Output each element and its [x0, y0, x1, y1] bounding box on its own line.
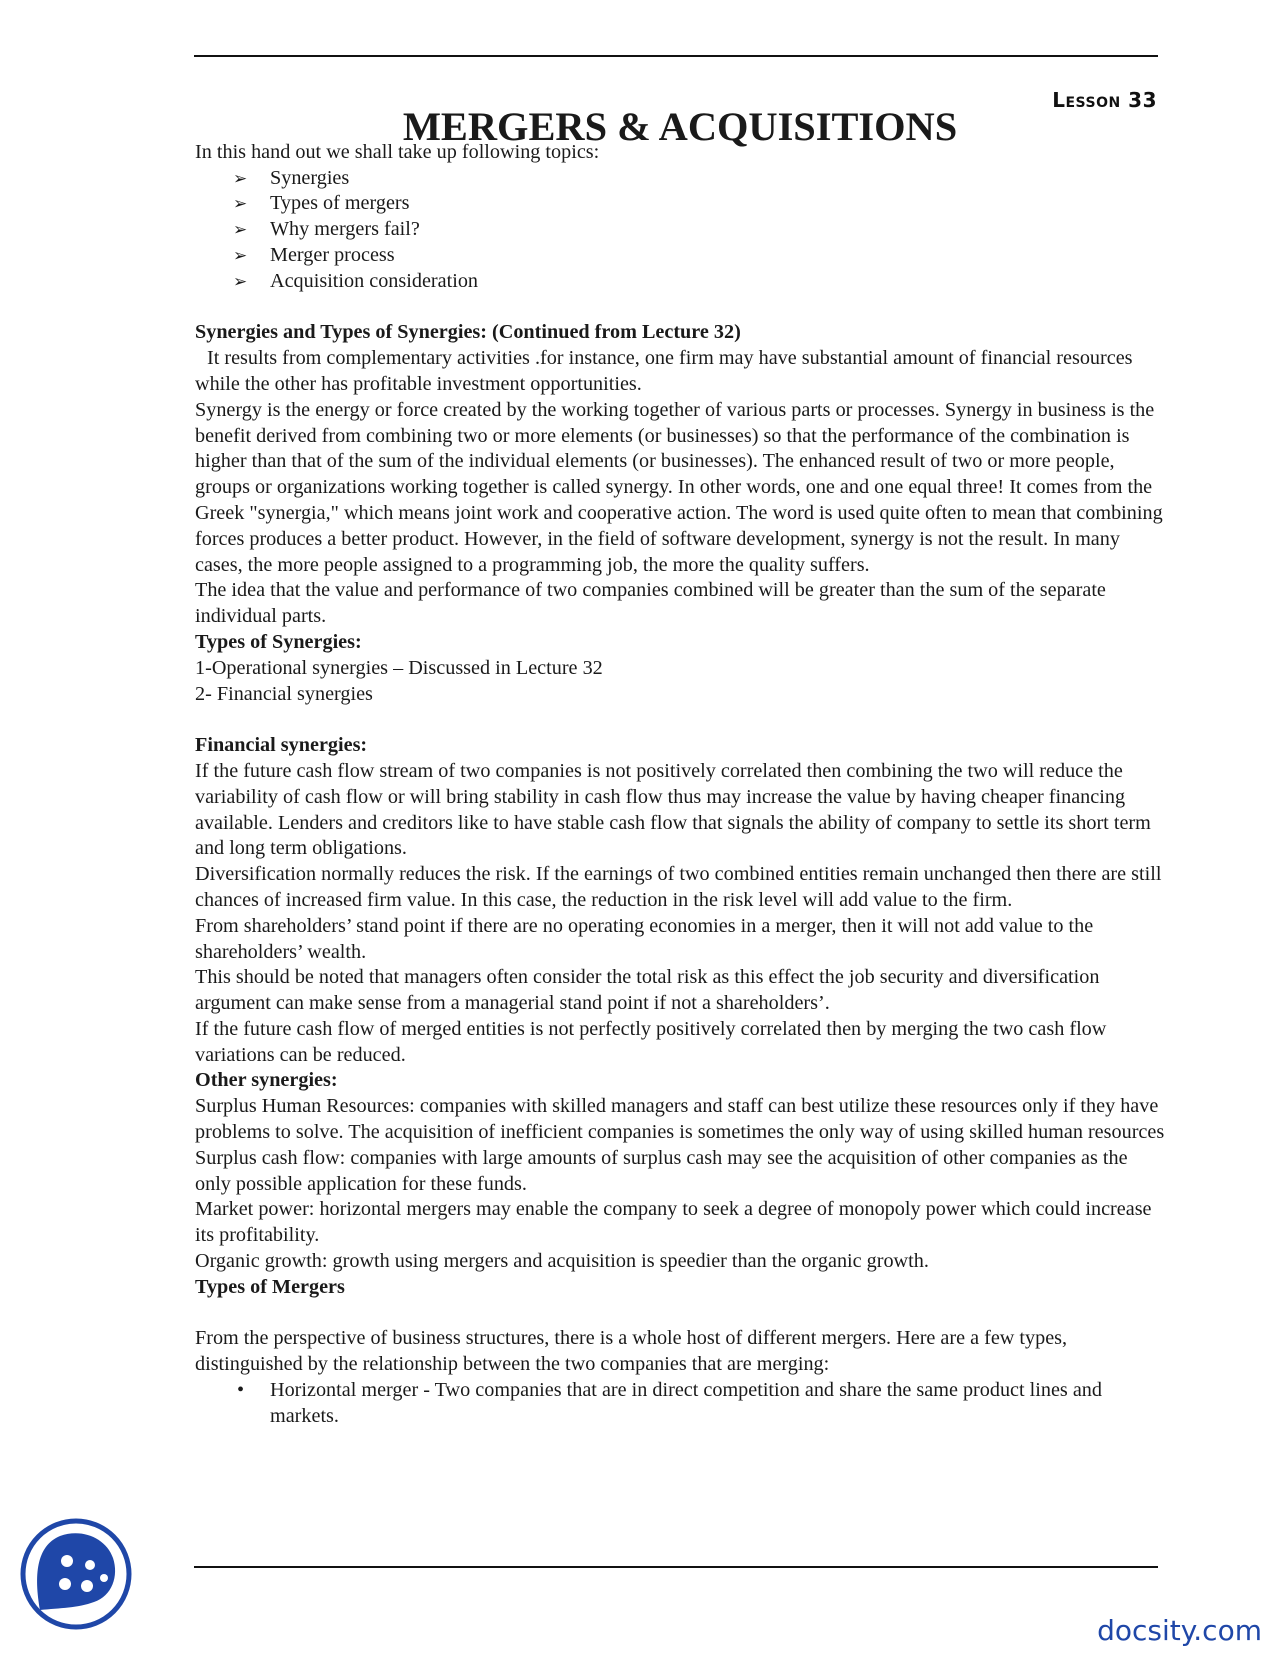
list-item: 2- Financial synergies	[195, 682, 373, 705]
paragraph: From the perspective of business structures, there is a whole host of different mergers. Here are a few types, distinguished by the relationship between the two companies that are merging:	[195, 1327, 1068, 1376]
topic-list	[195, 166, 1165, 295]
paragraph: Surplus cash flow: companies with large amounts of surplus cash may see the acquisition of other companies as the only possible application for these funds.	[195, 1146, 1128, 1195]
arrow-bullet-icon: ➢	[233, 271, 248, 291]
merger-types-list	[195, 1378, 1165, 1430]
paragraph: Organic growth: growth using mergers and acquisition is speedier than the organic growth.	[195, 1250, 929, 1273]
list-item: ➢ Why mergers fail?	[195, 217, 1165, 243]
header-rule	[194, 55, 1158, 57]
paragraph: This should be noted that managers often consider the total risk as this effect the job security and diversification argument can make sense from a managerial stand point if not a shareholders’.	[195, 966, 1100, 1015]
document-body	[195, 104, 1165, 1430]
bullet-dot-icon: •	[237, 1379, 245, 1402]
arrow-bullet-icon: ➢	[233, 220, 248, 240]
synergies-heading: Synergies and Types of Synergies: (Continued from Lecture 32)	[195, 321, 741, 344]
docsity-watermark[interactable]: docsity.com	[1097, 1614, 1262, 1647]
list-item: 1-Operational synergies – Discussed in Lecture 32	[195, 656, 603, 679]
arrow-bullet-icon: ➢	[233, 245, 248, 265]
financial-synergies-heading: Financial synergies:	[195, 734, 368, 757]
paragraph: If the future cash flow stream of two companies is not positively correlated then combining the two will reduce the variability of cash flow or will bring stability in cash flow thus may increase the value by having cheaper financing available. Lenders and creditors like to have stable cash flow that signals the ability of company to settle its short term and long term obligations.	[195, 759, 1151, 860]
paragraph: It results from complementary activities .for instance, one firm may have substantial amount of financial resources while the other has profitable investment opportunities.	[195, 347, 1133, 395]
list-item: • Horizontal merger - Two companies that are in direct competition and share the same product lines and markets.	[237, 1379, 1102, 1427]
list-item: ➢ Synergies	[195, 166, 1165, 192]
paragraph: The idea that the value and performance of two companies combined will be greater than the sum of the separate individual parts.	[195, 579, 1106, 628]
lesson-number: Lesson 33	[1052, 88, 1157, 112]
list-item: ➢ Types of mergers	[195, 191, 1165, 217]
intro-text: In this hand out we shall take up following topics:	[195, 140, 600, 163]
other-synergies-heading: Other synergies:	[195, 1069, 338, 1092]
paragraph: Synergy is the energy or force created by the working together of various parts or processes. Synergy in business is the benefit derived from combining two or more elements (or businesses) so that the performance of the combination is higher than that of the sum of the individual elements (or businesses). The enhanced result of two or more people, groups or organizations working together is called synergy. In other words, one and one equal three! It comes from the Greek "synergia," which means joint work and cooperative action. The word is used quite often to mean that combining forces produces a better product. However, in the field of software development, synergy is not the result. In many cases, the more people assigned to a programming job, the more the quality suffers.	[195, 398, 1163, 576]
paragraph: From shareholders’ stand point if there are no operating economies in a merger, then it will not add value to the shareholders’ wealth.	[195, 914, 1094, 963]
list-item: ➢ Merger process	[195, 243, 1165, 269]
paragraph: Diversification normally reduces the risk. If the earnings of two combined entities remain unchanged then there are still chances of increased firm value. In this case, the reduction in the risk level will add value to the firm.	[195, 863, 1162, 911]
arrow-bullet-icon: ➢	[233, 168, 248, 188]
arrow-bullet-icon: ➢	[233, 194, 248, 214]
paragraph: Market power: horizontal mergers may enable the company to seek a degree of monopoly power which could increase its profitability.	[195, 1198, 1152, 1247]
types-of-mergers-heading: Types of Mergers	[195, 1275, 345, 1298]
paragraph: If the future cash flow of merged entities is not perfectly positively correlated then by merging the two cash flow variations can be reduced.	[195, 1017, 1107, 1066]
page-title: MERGERS & ACQUISITIONS	[402, 104, 958, 149]
docsity-logo-icon[interactable]	[20, 1518, 132, 1630]
footer-rule	[194, 1566, 1158, 1568]
types-of-synergies-heading: Types of Synergies:	[195, 630, 362, 653]
list-item: ➢ Acquisition consideration	[195, 269, 1165, 295]
paragraph: Surplus Human Resources: companies with skilled managers and staff can best utilize these resources only if they have problems to solve. The acquisition of inefficient companies is sometimes the only way of using skilled human resources	[195, 1095, 1165, 1144]
